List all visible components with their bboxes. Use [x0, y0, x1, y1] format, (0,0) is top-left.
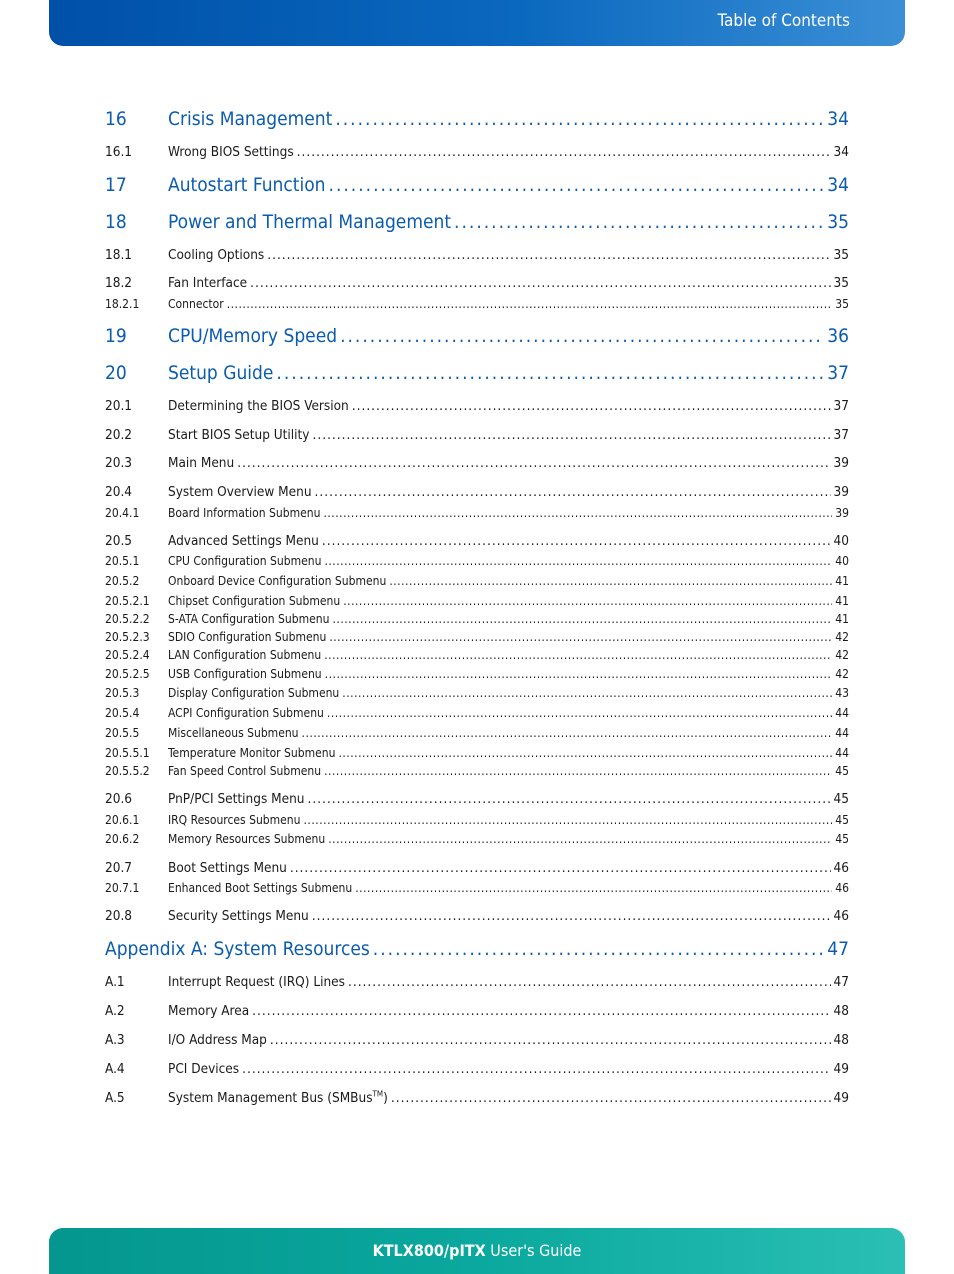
toc-entry-title-text: Temperature Monitor Submenu	[168, 745, 336, 760]
dot-leader	[329, 174, 825, 196]
toc-entry-title-text: Main Menu	[168, 454, 235, 471]
toc-entry-title-text: Boot Settings Menu	[168, 859, 287, 876]
toc-entry[interactable]	[105, 398, 849, 414]
toc-entry[interactable]	[105, 144, 849, 160]
toc-entry-title	[105, 938, 370, 960]
toc-entry[interactable]	[105, 427, 849, 443]
toc-entry-title	[168, 554, 321, 568]
toc-entry-title-text: CPU Configuration Submenu	[168, 553, 322, 568]
toc-entry-page-number: 44	[835, 705, 849, 720]
toc-entry-title-text: Wrong BIOS Settings	[168, 143, 294, 160]
footer-bar	[49, 1228, 905, 1274]
toc-entry-title-text: Memory Area	[168, 1002, 250, 1019]
toc-entry-title-text: Appendix A: System Resources	[105, 938, 370, 961]
toc-entry-title-text: ACPI Configuration Submenu	[168, 705, 324, 720]
toc-entry-title-text: USB Configuration Submenu	[168, 666, 322, 681]
toc-entry-title-text: Onboard Device Configuration Submenu	[168, 573, 387, 588]
toc-entry-number: 20.1	[105, 397, 133, 414]
toc-entry-page-number: 46	[835, 880, 849, 895]
dot-leader	[324, 764, 832, 778]
toc-entry[interactable]	[105, 362, 849, 384]
toc-entry[interactable]	[105, 211, 849, 233]
toc-entry[interactable]	[105, 484, 849, 500]
toc-entry[interactable]	[105, 533, 849, 549]
toc-entry[interactable]	[105, 174, 849, 196]
dot-leader	[373, 938, 824, 960]
toc-entry[interactable]	[105, 630, 849, 644]
dot-leader	[313, 427, 831, 443]
toc-entry-number: 20.6.2	[105, 831, 140, 846]
toc-entry-title	[168, 297, 224, 311]
toc-entry-title	[168, 648, 321, 662]
toc-entry-page-number: 42	[835, 666, 849, 681]
toc-entry-title-text: Board Information Submenu	[168, 505, 321, 520]
toc-entry[interactable]	[105, 764, 849, 778]
toc-entry-number: A.3	[105, 1031, 125, 1048]
toc-entry-page-number: 39	[833, 483, 849, 500]
dot-leader	[307, 791, 830, 807]
toc-entry-title-text: Security Settings Menu	[168, 907, 309, 924]
toc-entry-number: 20.6.1	[105, 812, 140, 827]
toc-entry-title-text: Cooling Options	[168, 246, 265, 263]
header-bar	[49, 0, 905, 46]
dot-leader	[322, 533, 831, 549]
toc-entry-page-number: 39	[833, 454, 849, 471]
toc-entry-number: 20.8	[105, 907, 133, 924]
toc-entry-number: 20.5.2.1	[105, 593, 150, 608]
toc-entry-number: 20.5.2.3	[105, 629, 150, 644]
toc-entry-title-text: I/O Address Map	[168, 1031, 267, 1048]
toc-entry-number: 20.5.5	[105, 725, 140, 740]
toc-entry[interactable]	[105, 706, 849, 720]
toc-entry-page-number: 46	[833, 859, 849, 876]
toc-entry[interactable]	[105, 938, 849, 960]
toc-entry-number: 20.5.5.2	[105, 763, 150, 778]
toc-entry-page-number: 45	[833, 790, 849, 807]
toc-entry-number: 18	[105, 211, 127, 234]
dot-leader	[270, 1032, 831, 1048]
toc-entry-title	[168, 211, 451, 233]
toc-entry-title	[168, 881, 352, 895]
dot-leader	[327, 706, 832, 720]
toc-entry[interactable]	[105, 325, 849, 347]
dot-leader	[237, 455, 830, 471]
toc-entry-page-number: 43	[835, 685, 849, 700]
toc-entry-page-number: 35	[835, 296, 849, 311]
toc-entry-page-number: 48	[833, 1031, 849, 1048]
toc-entry-page-number: 42	[835, 629, 849, 644]
toc-entry-title	[168, 630, 326, 644]
toc-entry-title	[168, 612, 329, 626]
toc-entry-number: 20.5.2.4	[105, 647, 150, 662]
toc-entry-title	[168, 455, 234, 471]
toc-entry-page-number: 40	[833, 532, 849, 549]
toc-entry-number: A.4	[105, 1060, 125, 1077]
toc-entry-title	[168, 746, 335, 760]
toc-entry-title-text: SDIO Configuration Submenu	[168, 629, 327, 644]
toc-entry-number: 20.5.1	[105, 553, 140, 568]
dot-leader	[328, 832, 832, 846]
dot-leader	[276, 362, 824, 384]
toc-entry-title	[168, 1090, 388, 1106]
footer-title	[49, 1241, 905, 1260]
dot-leader	[302, 726, 833, 740]
toc-entry-title-text: IRQ Resources Submenu	[168, 812, 301, 827]
toc-entry-page-number: 46	[833, 907, 849, 924]
dot-leader	[340, 325, 824, 347]
header-title: Table of Contents	[717, 11, 850, 31]
toc-entry-title	[168, 1061, 239, 1077]
dot-leader	[250, 275, 830, 291]
toc-entry-title-text: CPU/Memory Speed	[168, 325, 338, 348]
toc-entry[interactable]	[105, 506, 849, 520]
toc-entry-title	[168, 574, 386, 588]
dot-leader	[454, 211, 824, 233]
toc-entry-page-number: 44	[835, 745, 849, 760]
toc-entry-number: 20.7	[105, 859, 133, 876]
dot-leader	[315, 484, 831, 500]
toc-entry-number: 20.5	[105, 532, 133, 549]
toc-entry-title	[168, 506, 320, 520]
toc-entry-page-number: 45	[835, 763, 849, 778]
toc-entry-title-text: PnP/PCI Settings Menu	[168, 790, 305, 807]
toc-entry-title-text: Enhanced Boot Settings Submenu	[168, 880, 353, 895]
toc-entry-number: 20.5.3	[105, 685, 140, 700]
toc-entry-title	[168, 1032, 267, 1048]
toc-entry-title	[168, 362, 273, 384]
toc-entry-number: 20.5.5.1	[105, 745, 150, 760]
toc-entry[interactable]	[105, 1032, 849, 1048]
toc-entry-title-text: Memory Resources Submenu	[168, 831, 326, 846]
toc-entry-title-text: Interrupt Request (IRQ) Lines	[168, 973, 345, 990]
dot-leader	[324, 554, 832, 568]
toc-entry-number: 16	[105, 108, 127, 131]
toc-entry-title-text: Determining the BIOS Version	[168, 397, 349, 414]
toc-entry-title	[168, 247, 264, 263]
toc-entry[interactable]	[105, 455, 849, 471]
toc-entry[interactable]	[105, 594, 849, 608]
toc-entry-title	[168, 594, 340, 608]
toc-entry-title-text: System Overview Menu	[168, 483, 312, 500]
dot-leader	[227, 297, 833, 311]
toc-entry[interactable]	[105, 667, 849, 681]
toc-entry-title-text: Fan Interface	[168, 274, 248, 291]
toc-entry-page-number: 47	[833, 973, 849, 990]
toc-entry-title	[168, 860, 287, 876]
toc-entry-page-number: 34	[833, 143, 849, 160]
toc-entry-title-suffix: )	[383, 1089, 388, 1106]
toc-entry-page-number: 49	[833, 1060, 849, 1077]
toc-entry[interactable]	[105, 574, 849, 588]
toc-entry[interactable]	[105, 1003, 849, 1019]
toc-entry-page-number: 44	[835, 725, 849, 740]
toc-entry[interactable]	[105, 686, 849, 700]
product-name: KTLX800/pITX	[372, 1241, 486, 1260]
toc-entry-title	[168, 174, 326, 196]
toc-entry-title-text: Miscellaneous Submenu	[168, 725, 299, 740]
toc-entry-page-number: 45	[835, 812, 849, 827]
toc-entry-number: 20.4.1	[105, 505, 140, 520]
toc-entry[interactable]	[105, 1090, 849, 1106]
toc-entry-title	[168, 427, 310, 443]
dot-leader	[297, 144, 831, 160]
toc-entry-number: A.5	[105, 1089, 125, 1106]
toc-entry[interactable]	[105, 746, 849, 760]
toc-entry-title-text: S-ATA Configuration Submenu	[168, 611, 330, 626]
toc-entry-number: 16.1	[105, 143, 133, 160]
toc-entry-title-text: Advanced Settings Menu	[168, 532, 319, 549]
toc-entry-title	[168, 813, 301, 827]
toc-entry-title-text: Start BIOS Setup Utility	[168, 426, 310, 443]
toc-entry-page-number: 34	[827, 174, 849, 197]
toc-entry-title-text: Connector	[168, 296, 224, 311]
toc-entry-title	[168, 108, 332, 130]
toc-entry-title	[168, 667, 322, 681]
toc-entry-page-number: 40	[835, 553, 849, 568]
toc-entry-page-number: 34	[827, 108, 849, 131]
toc-entry-page-number: 36	[827, 325, 849, 348]
dot-leader	[312, 908, 831, 924]
dot-leader	[389, 574, 832, 588]
toc-entry-page-number: 42	[835, 647, 849, 662]
toc-entry-title	[168, 726, 299, 740]
toc-entry-title	[168, 974, 345, 990]
toc-entry-title	[168, 832, 325, 846]
toc-entry[interactable]	[105, 832, 849, 846]
dot-leader	[342, 686, 832, 700]
toc-entry-title	[168, 325, 337, 347]
dot-leader	[332, 612, 832, 626]
toc-entry[interactable]	[105, 247, 849, 263]
toc-entry-page-number: 41	[835, 593, 849, 608]
toc-entry-number: 17	[105, 174, 127, 197]
toc-entry-number: 18.2	[105, 274, 133, 291]
toc-entry-title-text: PCI Devices	[168, 1060, 240, 1077]
footer-suffix: User's Guide	[485, 1241, 582, 1260]
toc-entry-title-text: LAN Configuration Submenu	[168, 647, 322, 662]
toc-entry-title	[168, 764, 321, 778]
toc-entry-number: 20.6	[105, 790, 133, 807]
toc-entry-number: 20.3	[105, 454, 133, 471]
toc-entry-page-number: 49	[833, 1089, 849, 1106]
toc-entry[interactable]	[105, 297, 849, 311]
dot-leader	[325, 667, 833, 681]
trademark-superscript: TM	[372, 1089, 384, 1099]
toc-entry[interactable]	[105, 860, 849, 876]
toc-entry-title-text: Chipset Configuration Submenu	[168, 593, 341, 608]
toc-entry-number: 20.7.1	[105, 880, 140, 895]
toc-entry-number: 20.4	[105, 483, 133, 500]
toc-entry-page-number: 35	[833, 246, 849, 263]
toc-entry-title	[168, 1003, 249, 1019]
toc-entry-title	[168, 144, 294, 160]
toc-entry-number: 18.2.1	[105, 296, 140, 311]
dot-leader	[324, 648, 832, 662]
dot-leader	[242, 1061, 830, 1077]
toc-entry-number: 20.5.2	[105, 573, 140, 588]
toc-entry-page-number: 37	[833, 397, 849, 414]
toc-entry-page-number: 41	[835, 573, 849, 588]
toc-entry[interactable]	[105, 612, 849, 626]
dot-leader	[329, 630, 832, 644]
toc-entry-title-text: Display Configuration Submenu	[168, 685, 340, 700]
dot-leader	[304, 813, 833, 827]
dot-leader	[252, 1003, 830, 1019]
dot-leader	[352, 398, 831, 414]
dot-leader	[335, 108, 824, 130]
dot-leader	[391, 1090, 831, 1106]
toc-entry[interactable]	[105, 974, 849, 990]
toc-entry-page-number: 37	[827, 362, 849, 385]
toc-entry-title	[168, 398, 349, 414]
toc-entry[interactable]	[105, 726, 849, 740]
toc-entry-number: 20	[105, 362, 127, 385]
toc-entry-title-text: Crisis Management	[168, 108, 333, 131]
dot-leader	[267, 247, 830, 263]
dot-leader	[343, 594, 832, 608]
toc-entry-title-text: Fan Speed Control Submenu	[168, 763, 322, 778]
toc-entry-page-number: 37	[833, 426, 849, 443]
toc-entry-page-number: 35	[827, 211, 849, 234]
toc-entry[interactable]	[105, 791, 849, 807]
toc-entry-number: 18.1	[105, 246, 133, 263]
toc-entry[interactable]	[105, 648, 849, 662]
toc-entry-title-text: Autostart Function	[168, 174, 326, 197]
toc-entry-title	[168, 791, 304, 807]
toc-entry-title	[168, 275, 247, 291]
toc-entry[interactable]	[105, 881, 849, 895]
toc-entry-number: 19	[105, 325, 127, 348]
toc-entry-number: 20.2	[105, 426, 133, 443]
dot-leader	[348, 974, 831, 990]
toc-entry-title-text: Power and Thermal Management	[168, 211, 452, 234]
toc-entry-title	[168, 908, 309, 924]
toc-entry-title-text: System Management Bus (SMBus	[168, 1089, 373, 1106]
toc-entry-title	[168, 706, 324, 720]
toc-entry-page-number: 48	[833, 1002, 849, 1019]
toc-entry-number: 20.5.2.2	[105, 611, 150, 626]
dot-leader	[323, 506, 832, 520]
toc-entry-number: A.2	[105, 1002, 125, 1019]
toc-entry[interactable]	[105, 813, 849, 827]
toc-entry[interactable]	[105, 908, 849, 924]
toc-entry-page-number: 41	[835, 611, 849, 626]
toc-entry-number: 20.5.2.5	[105, 666, 150, 681]
toc-entry-page-number: 39	[835, 505, 849, 520]
toc-entry-page-number: 35	[833, 274, 849, 291]
toc-entry-page-number: 45	[835, 831, 849, 846]
toc-entry-title-text: Setup Guide	[168, 362, 274, 385]
toc-entry[interactable]	[105, 1061, 849, 1077]
dot-leader	[355, 881, 832, 895]
toc-entry-number: A.1	[105, 973, 125, 990]
toc-entry[interactable]	[105, 554, 849, 568]
toc-entry[interactable]	[105, 275, 849, 291]
toc-entry-number: 20.5.4	[105, 705, 140, 720]
toc-entry-title	[168, 484, 312, 500]
dot-leader	[338, 746, 832, 760]
dot-leader	[290, 860, 831, 876]
toc-entry-title	[168, 533, 319, 549]
toc-entry[interactable]	[105, 108, 849, 130]
toc-entry-page-number: 47	[827, 938, 849, 961]
toc-entry-title	[168, 686, 339, 700]
